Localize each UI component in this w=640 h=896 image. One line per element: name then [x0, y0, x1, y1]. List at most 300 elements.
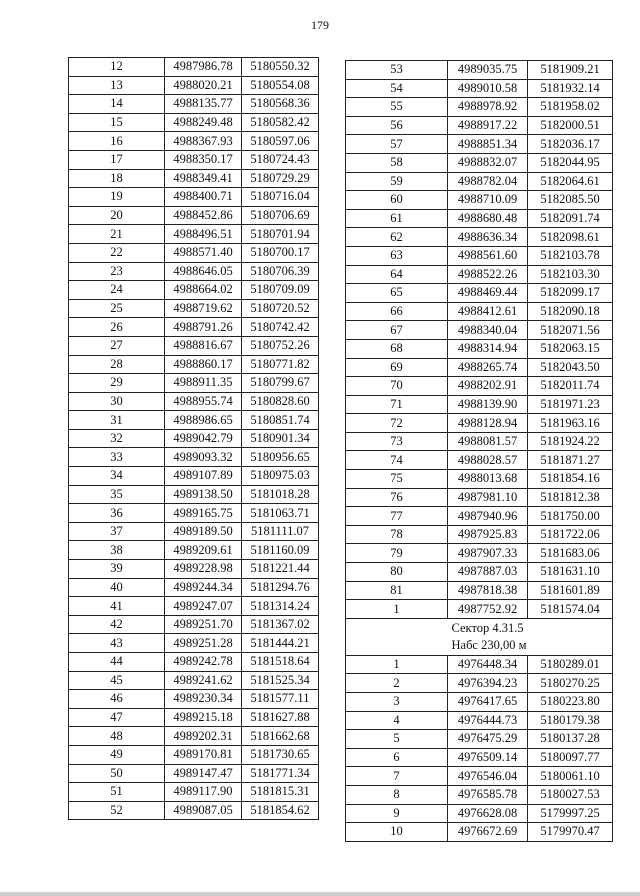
y-coordinate-cell: 5180179.38: [528, 711, 613, 730]
x-coordinate-cell: 4989117.90: [165, 783, 242, 802]
table-row: [346, 600, 613, 619]
table-row: [346, 748, 613, 767]
sector-header-group: [346, 618, 613, 655]
y-coordinate-cell: 5180701.94: [242, 225, 319, 244]
point-number-cell: 76: [346, 488, 448, 507]
y-coordinate-cell: 5182099.17: [528, 284, 613, 303]
x-coordinate-cell: 4988646.05: [165, 262, 242, 281]
y-coordinate-cell: 5182036.17: [528, 135, 613, 154]
x-coordinate-cell: 4976628.08: [448, 804, 528, 823]
point-number-cell: 50: [69, 764, 165, 783]
y-coordinate-cell: 5180582.42: [242, 113, 319, 132]
point-number-cell: 36: [69, 504, 165, 523]
y-coordinate-cell: 5180097.77: [528, 748, 613, 767]
x-coordinate-cell: 4989242.78: [165, 653, 242, 672]
y-coordinate-cell: 5181958.02: [528, 98, 613, 117]
table-row: [346, 377, 613, 396]
table-row: [346, 674, 613, 693]
point-number-cell: 48: [69, 727, 165, 746]
table-row: [69, 634, 319, 653]
x-coordinate-cell: 4989165.75: [165, 504, 242, 523]
page-number: 179: [311, 18, 329, 32]
table-row: [346, 339, 613, 358]
table-row: [346, 228, 613, 247]
table-row: [346, 98, 613, 117]
y-coordinate-cell: 5181018.28: [242, 485, 319, 504]
point-number-cell: 35: [69, 485, 165, 504]
table-row: [346, 395, 613, 414]
table-row: [346, 414, 613, 433]
x-coordinate-cell: 4988128.94: [448, 414, 528, 433]
table-row: [69, 188, 319, 207]
table-row: [346, 451, 613, 470]
point-number-cell: 46: [69, 690, 165, 709]
y-coordinate-cell: 5182098.61: [528, 228, 613, 247]
point-number-cell: 81: [346, 581, 448, 600]
point-number-cell: 55: [346, 98, 448, 117]
table-row: [346, 284, 613, 303]
y-coordinate-cell: 5181871.27: [528, 451, 613, 470]
x-coordinate-cell: 4988680.48: [448, 209, 528, 228]
point-number-cell: 49: [69, 745, 165, 764]
point-number-cell: 18: [69, 169, 165, 188]
y-coordinate-cell: 5181574.04: [528, 600, 613, 619]
table-row: [69, 95, 319, 114]
y-coordinate-cell: 5181444.21: [242, 634, 319, 653]
x-coordinate-cell: 4989251.28: [165, 634, 242, 653]
table-row: [69, 429, 319, 448]
y-coordinate-cell: 5182091.74: [528, 209, 613, 228]
x-coordinate-cell: 4988911.35: [165, 374, 242, 393]
y-coordinate-cell: 5181111.07: [242, 522, 319, 541]
y-coordinate-cell: 5181854.16: [528, 470, 613, 489]
x-coordinate-cell: 4988249.48: [165, 113, 242, 132]
point-number-cell: 70: [346, 377, 448, 396]
point-number-cell: 61: [346, 209, 448, 228]
table-row: [69, 243, 319, 262]
y-coordinate-cell: 5181854.62: [242, 801, 319, 820]
table-row: [69, 150, 319, 169]
point-number-cell: 39: [69, 560, 165, 579]
table-row: [346, 135, 613, 154]
point-number-cell: 21: [69, 225, 165, 244]
y-coordinate-cell: 5180851.74: [242, 411, 319, 430]
x-coordinate-cell: 4989010.58: [448, 79, 528, 98]
point-number-cell: 42: [69, 615, 165, 634]
point-number-cell: 68: [346, 339, 448, 358]
y-coordinate-cell: 5181221.44: [242, 560, 319, 579]
x-coordinate-cell: 4988202.91: [448, 377, 528, 396]
y-coordinate-cell: 5181815.31: [242, 783, 319, 802]
x-coordinate-cell: 4988350.17: [165, 150, 242, 169]
x-coordinate-cell: 4988139.90: [448, 395, 528, 414]
x-coordinate-cell: 4988851.34: [448, 135, 528, 154]
y-coordinate-cell: 5180975.03: [242, 467, 319, 486]
y-coordinate-cell: 5182103.78: [528, 246, 613, 265]
table-row: [69, 113, 319, 132]
sector-header-empty-cell: [346, 618, 448, 655]
point-number-cell: 9: [346, 804, 448, 823]
point-number-cell: 51: [69, 783, 165, 802]
y-coordinate-cell: 5181662.68: [242, 727, 319, 746]
table-row: [69, 225, 319, 244]
x-coordinate-cell: 4976394.23: [448, 674, 528, 693]
x-coordinate-cell: 4989107.89: [165, 467, 242, 486]
point-number-cell: 4: [346, 711, 448, 730]
x-coordinate-cell: 4988816.67: [165, 336, 242, 355]
point-number-cell: 3: [346, 693, 448, 712]
table-row: [346, 153, 613, 172]
table-row: [346, 730, 613, 749]
y-coordinate-cell: 5181314.24: [242, 597, 319, 616]
table-row: [69, 374, 319, 393]
y-coordinate-cell: 5180554.08: [242, 76, 319, 95]
coordinates-table-left: [68, 57, 319, 820]
y-coordinate-cell: 5180706.69: [242, 206, 319, 225]
point-number-cell: 33: [69, 448, 165, 467]
y-coordinate-cell: 5180752.26: [242, 336, 319, 355]
scan-bottom-edge: [0, 892, 640, 896]
x-coordinate-cell: 4989170.81: [165, 745, 242, 764]
point-number-cell: 16: [69, 132, 165, 151]
point-number-cell: 44: [69, 653, 165, 672]
point-number-cell: 73: [346, 432, 448, 451]
y-coordinate-cell: 5182063.15: [528, 339, 613, 358]
table-row: [69, 522, 319, 541]
table-row: [346, 116, 613, 135]
table-row: [346, 79, 613, 98]
x-coordinate-cell: 4987981.10: [448, 488, 528, 507]
point-number-cell: 15: [69, 113, 165, 132]
y-coordinate-cell: 5181577.11: [242, 690, 319, 709]
point-number-cell: 37: [69, 522, 165, 541]
y-coordinate-cell: 5181063.71: [242, 504, 319, 523]
sector-title-line1: Сектор 4.31.5: [451, 620, 524, 635]
x-coordinate-cell: 4988265.74: [448, 358, 528, 377]
y-coordinate-cell: 5181601.89: [528, 581, 613, 600]
table-row: [69, 504, 319, 523]
table-row: [346, 711, 613, 730]
point-number-cell: 74: [346, 451, 448, 470]
point-number-cell: 78: [346, 525, 448, 544]
y-coordinate-cell: 5180828.60: [242, 392, 319, 411]
sector-title-line2: Набс 230,00 м: [451, 637, 527, 652]
point-number-cell: 62: [346, 228, 448, 247]
y-coordinate-cell: 5179970.47: [528, 823, 613, 842]
x-coordinate-cell: 4976546.04: [448, 767, 528, 786]
point-number-cell: 17: [69, 150, 165, 169]
table-row: [69, 132, 319, 151]
y-coordinate-cell: 5181294.76: [242, 578, 319, 597]
table-row: [346, 507, 613, 526]
table-row: [69, 392, 319, 411]
x-coordinate-cell: 4988340.04: [448, 321, 528, 340]
point-number-cell: 54: [346, 79, 448, 98]
table-row: [346, 358, 613, 377]
y-coordinate-cell: 5180956.65: [242, 448, 319, 467]
x-coordinate-cell: 4988955.74: [165, 392, 242, 411]
sector-title-cell: [448, 618, 613, 655]
y-coordinate-cell: 5181683.06: [528, 544, 613, 563]
y-coordinate-cell: 5182090.18: [528, 302, 613, 321]
point-number-cell: 52: [69, 801, 165, 820]
point-number-cell: 8: [346, 785, 448, 804]
y-coordinate-cell: 5179997.25: [528, 804, 613, 823]
table-row: [69, 355, 319, 374]
x-coordinate-cell: 4988020.21: [165, 76, 242, 95]
point-number-cell: 63: [346, 246, 448, 265]
table-row: [346, 321, 613, 340]
table-row: [346, 246, 613, 265]
point-number-cell: 64: [346, 265, 448, 284]
x-coordinate-cell: 4988469.44: [448, 284, 528, 303]
y-coordinate-cell: 5180223.80: [528, 693, 613, 712]
x-coordinate-cell: 4976509.14: [448, 748, 528, 767]
y-coordinate-cell: 5182011.74: [528, 377, 613, 396]
x-coordinate-cell: 4987818.38: [448, 581, 528, 600]
x-coordinate-cell: 4989209.61: [165, 541, 242, 560]
point-number-cell: 57: [346, 135, 448, 154]
x-coordinate-cell: 4989230.34: [165, 690, 242, 709]
table-row: [346, 785, 613, 804]
y-coordinate-cell: 5180027.53: [528, 785, 613, 804]
table-row: [69, 467, 319, 486]
x-coordinate-cell: 4989138.50: [165, 485, 242, 504]
point-number-cell: 25: [69, 299, 165, 318]
point-number-cell: 28: [69, 355, 165, 374]
point-number-cell: 72: [346, 414, 448, 433]
x-coordinate-cell: 4988986.65: [165, 411, 242, 430]
y-coordinate-cell: 5180700.17: [242, 243, 319, 262]
table-row: [346, 525, 613, 544]
y-coordinate-cell: 5181160.09: [242, 541, 319, 560]
table-row: [346, 432, 613, 451]
point-number-cell: 7: [346, 767, 448, 786]
y-coordinate-cell: 5180568.36: [242, 95, 319, 114]
x-coordinate-cell: 4988571.40: [165, 243, 242, 262]
y-coordinate-cell: 5181525.34: [242, 671, 319, 690]
y-coordinate-cell: 5180720.52: [242, 299, 319, 318]
x-coordinate-cell: 4988636.34: [448, 228, 528, 247]
x-coordinate-cell: 4988791.26: [165, 318, 242, 337]
x-coordinate-cell: 4976585.78: [448, 785, 528, 804]
point-number-cell: 24: [69, 281, 165, 300]
point-number-cell: 59: [346, 172, 448, 191]
y-coordinate-cell: 5181812.38: [528, 488, 613, 507]
x-coordinate-cell: 4989147.47: [165, 764, 242, 783]
point-number-cell: 23: [69, 262, 165, 281]
x-coordinate-cell: 4988452.86: [165, 206, 242, 225]
point-number-cell: 79: [346, 544, 448, 563]
point-number-cell: 1: [346, 655, 448, 674]
x-coordinate-cell: 4988719.62: [165, 299, 242, 318]
point-number-cell: 32: [69, 429, 165, 448]
y-coordinate-cell: 5181627.88: [242, 708, 319, 727]
table-row: [346, 544, 613, 563]
table-row: [69, 597, 319, 616]
point-number-cell: 45: [69, 671, 165, 690]
x-coordinate-cell: 4988561.60: [448, 246, 528, 265]
x-coordinate-cell: 4989042.79: [165, 429, 242, 448]
x-coordinate-cell: 4987887.03: [448, 563, 528, 582]
table-row: [69, 169, 319, 188]
x-coordinate-cell: 4976417.65: [448, 693, 528, 712]
y-coordinate-cell: 5181518.64: [242, 653, 319, 672]
y-coordinate-cell: 5181722.06: [528, 525, 613, 544]
table-row: [346, 655, 613, 674]
table-row: [69, 745, 319, 764]
point-number-cell: 22: [69, 243, 165, 262]
x-coordinate-cell: 4988314.94: [448, 339, 528, 358]
point-number-cell: 41: [69, 597, 165, 616]
table-row: [69, 58, 319, 77]
x-coordinate-cell: 4989244.34: [165, 578, 242, 597]
x-coordinate-cell: 4989215.18: [165, 708, 242, 727]
table-row: [346, 302, 613, 321]
x-coordinate-cell: 4989228.98: [165, 560, 242, 579]
y-coordinate-cell: 5180597.06: [242, 132, 319, 151]
table-row: [69, 411, 319, 430]
point-number-cell: 40: [69, 578, 165, 597]
x-coordinate-cell: 4989202.31: [165, 727, 242, 746]
point-number-cell: 13: [69, 76, 165, 95]
table-row: [69, 281, 319, 300]
y-coordinate-cell: 5180289.01: [528, 655, 613, 674]
x-coordinate-cell: 4976475.29: [448, 730, 528, 749]
x-coordinate-cell: 4988710.09: [448, 191, 528, 210]
y-coordinate-cell: 5181909.21: [528, 61, 613, 80]
y-coordinate-cell: 5182085.50: [528, 191, 613, 210]
table-row: [69, 541, 319, 560]
y-coordinate-cell: 5182000.51: [528, 116, 613, 135]
y-coordinate-cell: 5181730.65: [242, 745, 319, 764]
y-coordinate-cell: 5181971.23: [528, 395, 613, 414]
point-number-cell: 12: [69, 58, 165, 77]
table-row: [346, 61, 613, 80]
x-coordinate-cell: 4988860.17: [165, 355, 242, 374]
right-table-body-before: [346, 61, 613, 619]
y-coordinate-cell: 5181924.22: [528, 432, 613, 451]
y-coordinate-cell: 5180799.67: [242, 374, 319, 393]
y-coordinate-cell: 5181932.14: [528, 79, 613, 98]
x-coordinate-cell: 4989093.32: [165, 448, 242, 467]
y-coordinate-cell: 5180706.39: [242, 262, 319, 281]
x-coordinate-cell: 4988013.68: [448, 470, 528, 489]
x-coordinate-cell: 4988917.22: [448, 116, 528, 135]
point-number-cell: 47: [69, 708, 165, 727]
point-number-cell: 58: [346, 153, 448, 172]
x-coordinate-cell: 4987940.96: [448, 507, 528, 526]
table-row: [346, 581, 613, 600]
point-number-cell: 66: [346, 302, 448, 321]
table-row: [346, 823, 613, 842]
y-coordinate-cell: 5180709.09: [242, 281, 319, 300]
x-coordinate-cell: 4989241.62: [165, 671, 242, 690]
coordinates-table-right: [345, 60, 613, 842]
x-coordinate-cell: 4988496.51: [165, 225, 242, 244]
table-row: [69, 336, 319, 355]
y-coordinate-cell: 5182064.61: [528, 172, 613, 191]
x-coordinate-cell: 4987907.33: [448, 544, 528, 563]
table-row: [346, 172, 613, 191]
x-coordinate-cell: 4989251.70: [165, 615, 242, 634]
y-coordinate-cell: 5180550.32: [242, 58, 319, 77]
y-coordinate-cell: 5180724.43: [242, 150, 319, 169]
point-number-cell: 60: [346, 191, 448, 210]
x-coordinate-cell: 4988349.41: [165, 169, 242, 188]
point-number-cell: 20: [69, 206, 165, 225]
point-number-cell: 10: [346, 823, 448, 842]
point-number-cell: 26: [69, 318, 165, 337]
y-coordinate-cell: 5180901.34: [242, 429, 319, 448]
table-row: [346, 209, 613, 228]
x-coordinate-cell: 4989035.75: [448, 61, 528, 80]
x-coordinate-cell: 4989189.50: [165, 522, 242, 541]
table-row: [69, 708, 319, 727]
table-row: [69, 76, 319, 95]
right-table-body-after: [346, 655, 613, 841]
table-row: [69, 690, 319, 709]
point-number-cell: 14: [69, 95, 165, 114]
sector-header-row: [346, 618, 613, 655]
y-coordinate-cell: 5180742.42: [242, 318, 319, 337]
table-row: [69, 653, 319, 672]
y-coordinate-cell: 5182044.95: [528, 153, 613, 172]
table-row: [69, 727, 319, 746]
point-number-cell: 6: [346, 748, 448, 767]
table-row: [69, 615, 319, 634]
point-number-cell: 38: [69, 541, 165, 560]
y-coordinate-cell: 5181367.02: [242, 615, 319, 634]
table-row: [69, 560, 319, 579]
table-row: [69, 448, 319, 467]
left-table-body: [69, 58, 319, 820]
x-coordinate-cell: 4988782.04: [448, 172, 528, 191]
point-number-cell: 67: [346, 321, 448, 340]
point-number-cell: 80: [346, 563, 448, 582]
x-coordinate-cell: 4988400.71: [165, 188, 242, 207]
x-coordinate-cell: 4976448.34: [448, 655, 528, 674]
y-coordinate-cell: 5181771.34: [242, 764, 319, 783]
table-row: [346, 470, 613, 489]
point-number-cell: 56: [346, 116, 448, 135]
point-number-cell: 34: [69, 467, 165, 486]
table-row: [69, 485, 319, 504]
point-number-cell: 65: [346, 284, 448, 303]
x-coordinate-cell: 4976444.73: [448, 711, 528, 730]
point-number-cell: 5: [346, 730, 448, 749]
x-coordinate-cell: 4988664.02: [165, 281, 242, 300]
point-number-cell: 75: [346, 470, 448, 489]
x-coordinate-cell: 4989247.07: [165, 597, 242, 616]
table-row: [346, 265, 613, 284]
table-row: [69, 299, 319, 318]
table-row: [69, 578, 319, 597]
y-coordinate-cell: 5181963.16: [528, 414, 613, 433]
point-number-cell: 77: [346, 507, 448, 526]
x-coordinate-cell: 4988832.07: [448, 153, 528, 172]
x-coordinate-cell: 4988028.57: [448, 451, 528, 470]
point-number-cell: 71: [346, 395, 448, 414]
y-coordinate-cell: 5180061.10: [528, 767, 613, 786]
x-coordinate-cell: 4989087.05: [165, 801, 242, 820]
point-number-cell: 31: [69, 411, 165, 430]
x-coordinate-cell: 4987925.83: [448, 525, 528, 544]
table-row: [69, 318, 319, 337]
point-number-cell: 30: [69, 392, 165, 411]
x-coordinate-cell: 4988367.93: [165, 132, 242, 151]
table-row: [69, 801, 319, 820]
